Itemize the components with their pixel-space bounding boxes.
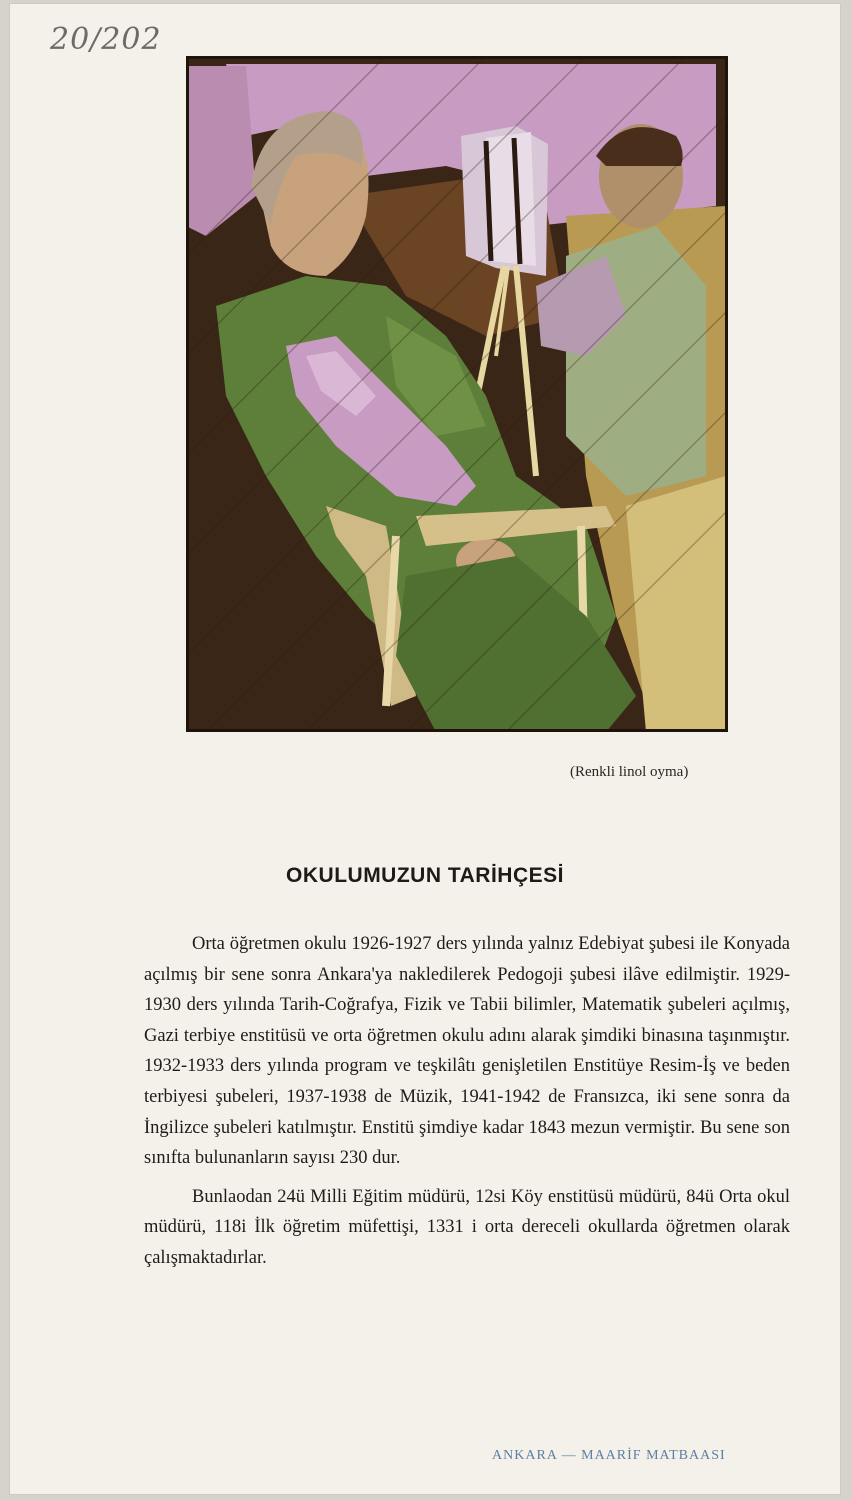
printer-imprint: ANKARA — MAARİF MATBAASI: [492, 1448, 726, 1463]
paragraph-2: Bunlaodan 24ü Milli Eğitim müdürü, 12si Köy enstitüsü müdürü, 84ü Orta okul müdürü, 118i İlk öğretim müfettişi, 1331 i orta dereceli okullarda öğretmen olarak çalışmaktadırlar.: [144, 1186, 790, 1268]
linocut-artwork: [186, 56, 728, 732]
artwork-caption: (Renkli linol oyma): [570, 764, 689, 780]
handwritten-note: 20/202: [50, 22, 162, 57]
paragraph-1: Orta öğretmen okulu 1926-1927 ders yılında yalnız Edebiyat şubesi ile Konyada açılmış bir sene sonra Ankara'ya nakledilerek Pedogoji şubesi ilâve edilmiştir. 1929-1930 ders yılında Tarih-Coğrafya, Fizik ve Tabii bilimler, Matematik şubeleri açılmış, Gazi terbiye enstitüsü ve orta öğretmen okulu adını alarak şimdiki binasına taşınmıştır. 1932-1933 ders yılında program ve teşkilâtı genişletilen Enstitüye Resim-İş ve beden terbiyesi şubeleri, 1937-1938 de Müzik, 1941-1942 de Fransızca, iki sene sonra da İngilizce şubeleri katılmıştır. Enstitü şimdiye kadar 1843 mezun vermiştir. Bu sene son sınıfta bulunanların sayısı 230 dur.: [144, 934, 790, 1169]
linocut-illustration: [186, 56, 728, 732]
page-title: OKULUMUZUN TARİHÇESİ: [286, 864, 564, 887]
page-card: [10, 4, 840, 1494]
history-text: [144, 929, 790, 1274]
